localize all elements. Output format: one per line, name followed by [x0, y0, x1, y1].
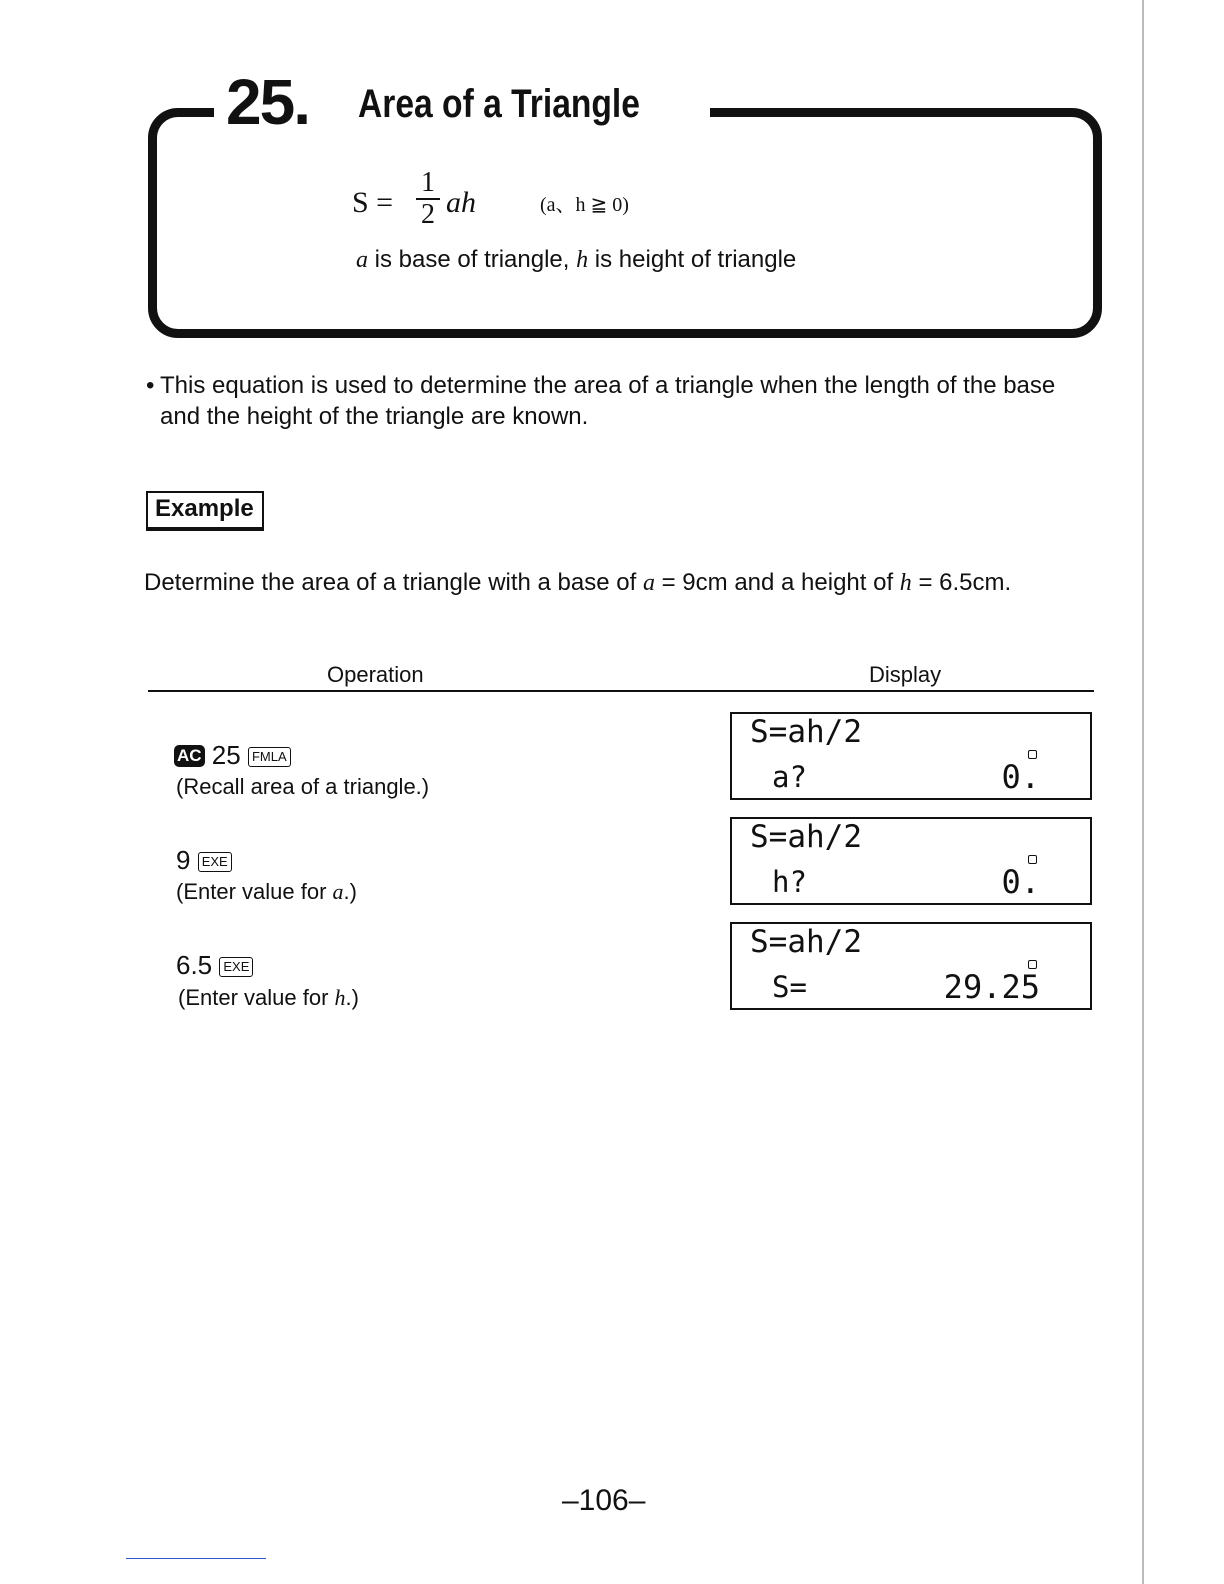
problem-var-h: h	[899, 570, 912, 596]
problem-prefix: Determine the area of a triangle with a base of	[144, 569, 643, 596]
exe-key-icon: EXE	[198, 852, 232, 872]
formula-condition: (a、h ≧ 0)	[540, 194, 629, 216]
display-value: 0.	[1001, 758, 1040, 796]
problem-val-h: = 6.5cm.	[911, 569, 1012, 596]
problem-val-a: = 9cm and a height of	[654, 569, 900, 596]
display-prompt: h?	[772, 865, 807, 899]
def-text-a: is base of triangle,	[368, 246, 577, 273]
step-2-display	[730, 817, 1092, 905]
example-label: Example	[146, 491, 264, 531]
page-number: –106–	[562, 1484, 646, 1517]
fraction-denominator: 2	[421, 199, 435, 230]
display-prompt: S=	[772, 970, 807, 1004]
step-2-note-suffix: .)	[343, 879, 357, 904]
step-3-display	[730, 922, 1092, 1010]
step-2-keys	[176, 845, 232, 876]
display-formula: S=ah/2	[750, 924, 862, 960]
problem-var-a: a	[642, 570, 655, 596]
display-formula: S=ah/2	[750, 819, 862, 855]
step-2-note-var: a	[332, 879, 344, 904]
formula-fraction	[416, 168, 440, 230]
fmla-key-icon: FMLA	[248, 747, 291, 767]
def-text-h: is height of triangle	[588, 246, 797, 273]
step-3-keys	[176, 950, 253, 981]
header-rule	[148, 690, 1094, 692]
exe-key-icon: EXE	[219, 957, 253, 977]
step-1-note: (Recall area of a triangle.)	[176, 774, 430, 799]
description-text: This equation is used to determine the area of a triangle when the length of the base and the height of the triangle are known.	[160, 372, 1056, 430]
display-value: 0.	[1001, 863, 1040, 901]
fraction-numerator: 1	[421, 167, 435, 198]
bottom-underline	[126, 1558, 266, 1559]
display-formula: S=ah/2	[750, 714, 862, 750]
example-problem	[144, 569, 1011, 597]
formula-frame	[148, 108, 1102, 338]
step-2-note-prefix: (Enter value for	[176, 879, 333, 904]
ac-key-icon: AC	[174, 745, 205, 767]
step-3-note	[178, 985, 359, 1011]
step-3-note-var: h	[334, 985, 346, 1010]
formula-rhs: ah	[446, 186, 476, 219]
bullet: •	[146, 372, 155, 399]
step-3-note-suffix: .)	[345, 985, 359, 1010]
formula-lhs: S =	[352, 186, 394, 219]
def-var-h: h	[576, 247, 589, 273]
step-3-input: 6.5	[176, 950, 213, 980]
page-edge-line	[1142, 0, 1144, 1584]
display-value: 29.25	[943, 968, 1040, 1006]
step-3-note-prefix: (Enter value for	[178, 985, 335, 1010]
step-1-display	[730, 712, 1092, 800]
variable-definition	[356, 246, 796, 274]
description-paragraph	[146, 370, 1096, 432]
display-prompt: a?	[772, 760, 807, 794]
step-1-keys	[174, 740, 291, 771]
operation-header: Operation	[327, 662, 424, 687]
def-var-a: a	[356, 247, 368, 273]
step-2-input: 9	[176, 845, 191, 875]
section-title: Area of a Triangle	[358, 82, 640, 126]
step-2-note	[176, 879, 357, 905]
display-header: Display	[869, 662, 942, 687]
step-1-input: 25	[211, 740, 241, 770]
section-number: 25.	[226, 66, 309, 138]
